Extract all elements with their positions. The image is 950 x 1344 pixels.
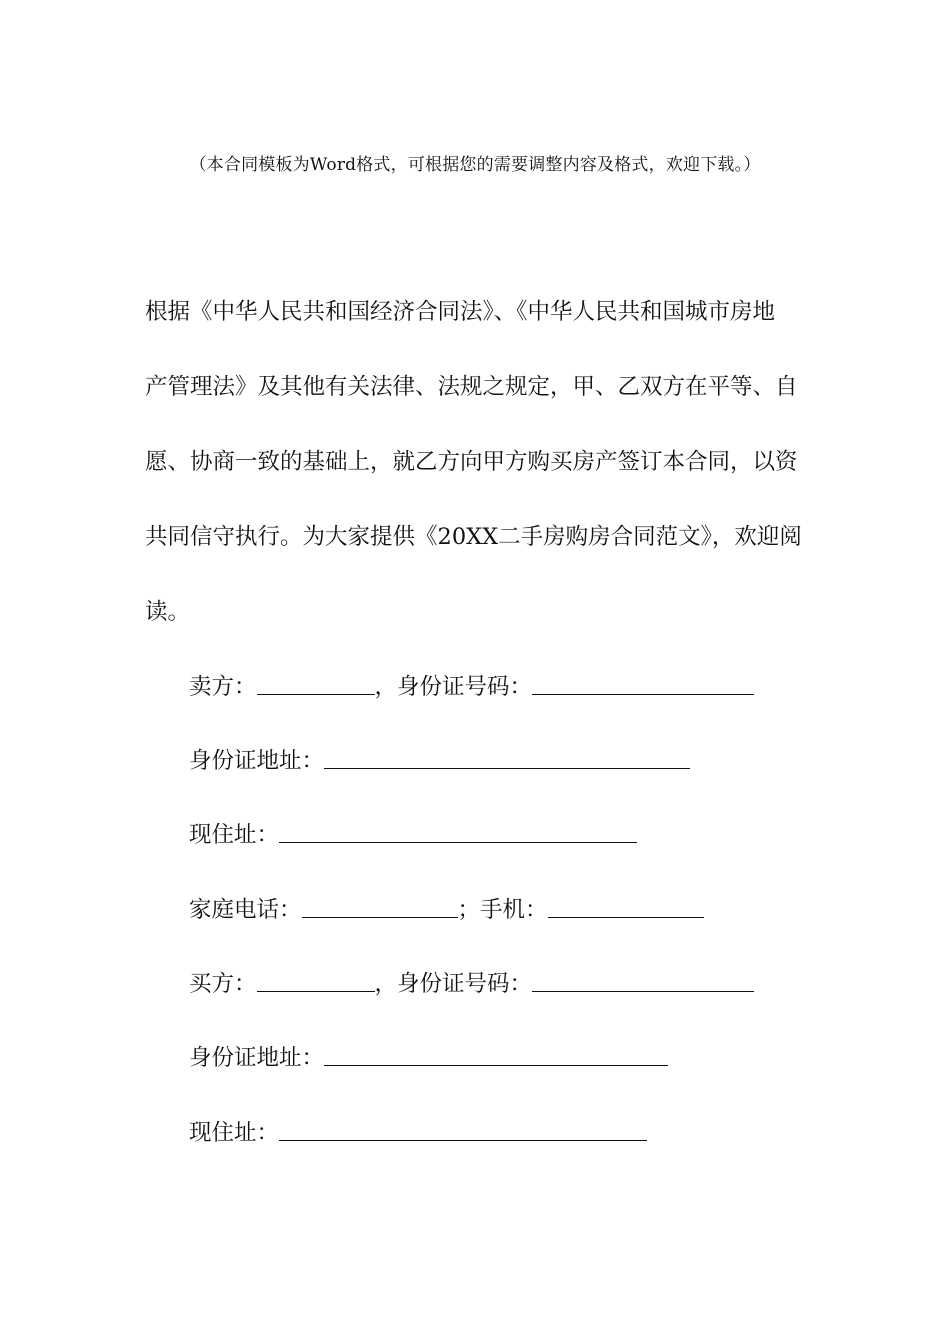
seller-name-line[interactable] [257,694,375,695]
intro-line-4: 共同信守执行。为大家提供《20XX二手房购房合同范文》，欢迎阅 [145,524,802,550]
seller-id-address-row [189,749,690,773]
seller-id-address-line[interactable] [324,768,690,769]
intro-line-5: 读。 [145,599,191,625]
seller-current-address-label: 现住址： [189,822,280,848]
buyer-id-address-label: 身份证地址： [189,1045,325,1071]
seller-row [189,675,754,699]
buyer-name-line[interactable] [257,991,375,992]
seller-current-address-line[interactable] [279,842,637,843]
home-phone-label: 家庭电话： [189,897,302,923]
buyer-current-address-label: 现住址： [189,1120,280,1146]
buyer-current-address-line[interactable] [279,1140,647,1141]
buyer-id-line[interactable] [532,991,754,992]
buyer-id-address-line[interactable] [324,1065,668,1066]
seller-id-label: ，身份证号码： [374,674,533,700]
buyer-current-address-row [189,1121,647,1145]
buyer-label: 买方： [189,971,257,997]
seller-id-address-label: 身份证地址： [189,748,325,774]
seller-current-address-row [189,823,637,847]
template-note: （本合同模板为Word格式，可根据您的需要调整内容及格式，欢迎下载。） [189,155,761,175]
intro-line-1: 根据《中华人民共和国经济合同法》、《中华人民共和国城市房地 [145,299,776,325]
seller-label: 卖方： [189,674,257,700]
seller-id-line[interactable] [532,694,754,695]
buyer-id-label: ，身份证号码： [374,971,533,997]
buyer-id-address-row [189,1046,668,1070]
mobile-line[interactable] [548,917,704,918]
intro-line-2: 产管理法》及其他有关法律、法规之规定，甲、乙双方在平等、自 [145,374,798,400]
intro-line-3: 愿、协商一致的基础上，就乙方向甲方购买房产签订本合同，以资 [145,449,798,475]
seller-phone-row [189,898,704,922]
home-phone-line[interactable] [302,917,458,918]
mobile-label: ；手机： [457,897,548,923]
buyer-row [189,972,754,996]
